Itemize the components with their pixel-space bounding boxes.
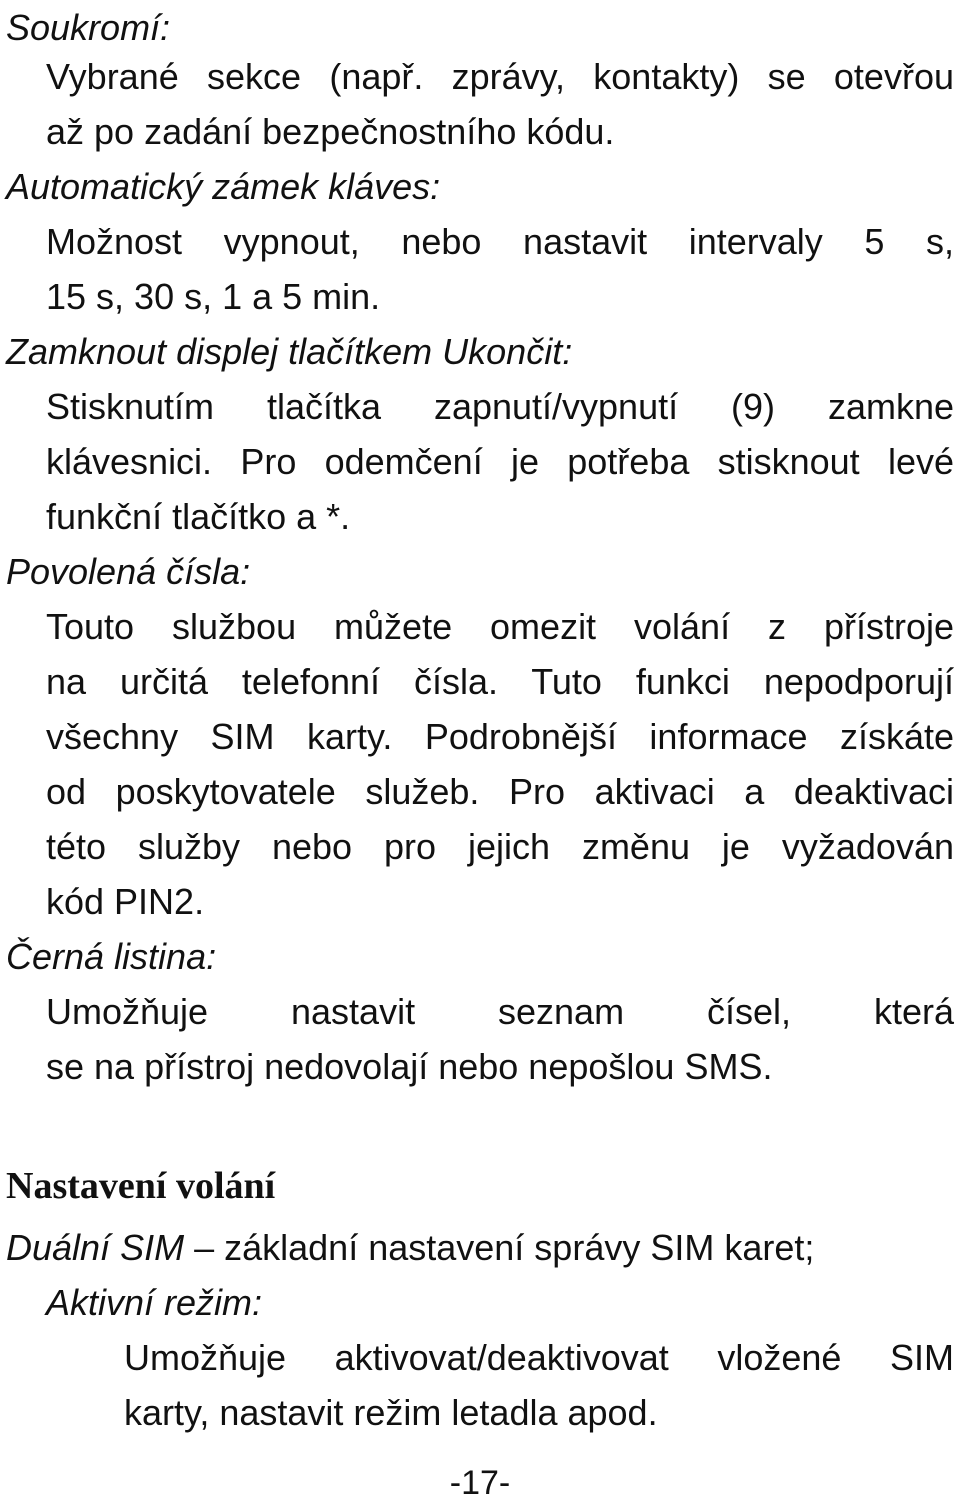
- dual-sim-line: [0, 1220, 960, 1276]
- paragraph-line: Možnost vypnout, nebo nastavit intervaly 5 s,: [46, 221, 954, 262]
- paragraph-line: všechny SIM karty. Podrobnější informace získáte: [46, 716, 954, 757]
- paragraph-line: kód PIN2.: [46, 881, 205, 922]
- paragraph-line: až po zadání bezpečnostního kódu.: [46, 111, 615, 152]
- paragraph-line: Touto službou můžete omezit volání z přístroje: [46, 606, 954, 647]
- dual-sim-label: Duální SIM: [6, 1227, 185, 1268]
- heading-soukromi: Soukromí:: [6, 7, 171, 48]
- dual-sim-text: – základní nastavení správy SIM karet;: [184, 1227, 815, 1268]
- heading-zamek-klaves: Automatický zámek kláves:: [6, 166, 441, 207]
- paragraph-line: od poskytovatele služeb. Pro aktivaci a deaktivaci: [46, 771, 954, 812]
- section-title: Nastavení volání: [6, 1165, 276, 1207]
- paragraph-line: této služby nebo pro jejich změnu je vyžadován: [46, 826, 954, 867]
- heading-aktivni-rezim: Aktivní režim:: [46, 1282, 263, 1323]
- heading-zamknout-displej: Zamknout displej tlačítkem Ukončit:: [6, 331, 573, 372]
- paragraph-line: Umožňuje aktivovat/deaktivovat vložené SIM: [124, 1337, 954, 1378]
- paragraph-line: Stisknutím tlačítka zapnutí/vypnutí (9) zamkne: [46, 386, 954, 427]
- paragraph-line: na určitá telefonní čísla. Tuto funkci nepodporují: [46, 661, 954, 702]
- paragraph-line: Umožňuje nastavit seznam čísel, která: [46, 991, 954, 1032]
- paragraph-line: 15 s, 30 s, 1 a 5 min.: [46, 276, 381, 317]
- paragraph-line: klávesnici. Pro odemčení je potřeba stisknout levé: [46, 441, 954, 482]
- page-number: -17-: [449, 1464, 511, 1502]
- paragraph-line: karty, nastavit režim letadla apod.: [124, 1392, 658, 1433]
- heading-povolena-cisla: Povolená čísla:: [6, 551, 251, 592]
- paragraph-line: se na přístroj nedovolají nebo nepošlou SMS.: [46, 1046, 773, 1087]
- heading-cerna-listina: Černá listina:: [6, 936, 217, 977]
- paragraph-line: funkční tlačítko a *.: [46, 496, 351, 537]
- paragraph-line: Vybrané sekce (např. zprávy, kontakty) se otevřou: [46, 56, 954, 97]
